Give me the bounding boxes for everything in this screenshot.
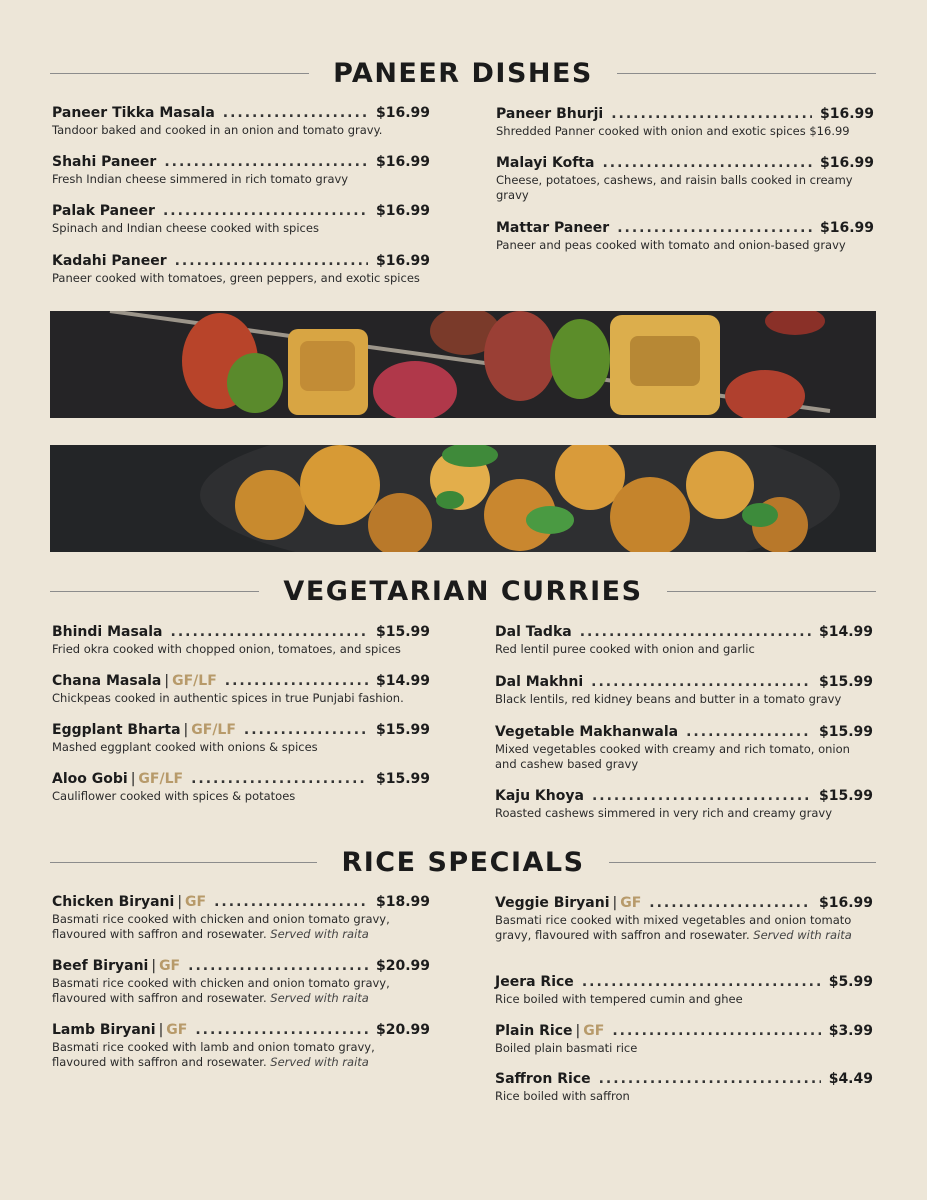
divider — [50, 862, 317, 863]
tag-separator: | — [183, 722, 189, 738]
dot-leader — [191, 770, 368, 788]
dot-leader — [163, 202, 368, 220]
dietary-tag: GF/LF — [191, 722, 236, 738]
item-name: Vegetable Makhanwala — [495, 724, 679, 740]
item-name: Aloo Gobi — [52, 771, 128, 787]
dot-leader — [195, 1021, 368, 1039]
dietary-tag: GF/LF — [138, 771, 184, 787]
dietary-tag: GF — [159, 958, 181, 974]
description-text: Fresh Indian cheese simmered in rich tomato gravy — [52, 172, 349, 186]
item-description — [496, 173, 874, 203]
item-price: $15.99 — [375, 771, 430, 787]
item-name: Kadahi Paneer — [52, 253, 167, 269]
description-text: Tandoor baked and cooked in an onion and tomato gravy. — [52, 123, 383, 137]
description-text: Chickpeas cooked in authentic spices in true Punjabi fashion. — [52, 691, 404, 705]
description-text: Rice boiled with saffron — [495, 1089, 630, 1103]
item-price: $4.49 — [828, 1071, 873, 1087]
divider — [609, 862, 876, 863]
item-name: Paneer Tikka Masala — [52, 105, 215, 121]
item-price: $18.99 — [375, 894, 430, 910]
menu-item — [495, 787, 873, 821]
menu-item — [52, 202, 430, 236]
item-name: Dal Tadka — [495, 624, 572, 640]
item-description — [495, 642, 873, 657]
item-description — [52, 642, 430, 657]
dot-leader — [223, 104, 368, 122]
menu-item — [495, 894, 873, 943]
menu-item — [495, 723, 873, 772]
served-with-note: Served with raita — [753, 928, 852, 942]
menu-item — [52, 252, 430, 286]
divider — [50, 73, 309, 74]
menu-item — [496, 154, 874, 203]
item-price: $16.99 — [375, 253, 430, 269]
item-price: $15.99 — [375, 624, 430, 640]
dot-leader — [164, 153, 368, 171]
tag-separator: | — [575, 1023, 581, 1039]
item-price: $16.99 — [819, 220, 874, 236]
description-text: Roasted cashews simmered in very rich and creamy gravy — [495, 806, 832, 820]
item-name: Jeera Rice — [495, 974, 574, 990]
item-price: $20.99 — [375, 1022, 430, 1038]
description-text: Cauliflower cooked with spices & potatoes — [52, 789, 296, 803]
divider — [667, 591, 876, 592]
tag-separator: | — [130, 771, 136, 787]
description-text: Shredded Panner cooked with onion and exotic spices $16.99 — [496, 124, 850, 138]
item-description — [52, 912, 430, 942]
section-header-rice — [50, 847, 876, 878]
item-name: Palak Paneer — [52, 203, 155, 219]
item-price: $16.99 — [818, 895, 873, 911]
dot-leader — [582, 973, 821, 991]
served-with-note: Served with raita — [270, 991, 369, 1005]
dot-leader — [580, 623, 811, 641]
tag-separator: | — [158, 1022, 164, 1038]
dietary-tag: GF — [583, 1023, 605, 1039]
item-name: Kaju Khoya — [495, 788, 584, 804]
dot-leader — [175, 252, 368, 270]
menu-item — [495, 1070, 873, 1104]
item-price: $15.99 — [375, 722, 430, 738]
item-description — [496, 238, 874, 253]
description-text: Red lentil puree cooked with onion and garlic — [495, 642, 755, 656]
dot-leader — [649, 894, 811, 912]
menu-item — [52, 893, 430, 942]
description-text: Basmati rice cooked with lamb and onion tomato gravy, flavoured with saffron and rosewater. — [52, 1040, 375, 1069]
dietary-tag: GF — [166, 1022, 188, 1038]
item-name: Lamb Biryani — [52, 1022, 156, 1038]
tag-separator: | — [177, 894, 183, 910]
dot-leader — [602, 154, 812, 172]
dot-leader — [592, 787, 811, 805]
tag-separator: | — [151, 958, 157, 974]
menu-item — [495, 623, 873, 657]
menu-item — [495, 673, 873, 707]
description-text: Fried okra cooked with chopped onion, tomatoes, and spices — [52, 642, 401, 656]
item-description — [495, 1089, 873, 1104]
item-description — [495, 992, 873, 1007]
tag-separator: | — [164, 673, 170, 689]
item-name: Dal Makhni — [495, 674, 584, 690]
paneer-tikka-image — [50, 311, 876, 418]
description-text: Rice boiled with tempered cumin and ghee — [495, 992, 743, 1006]
dot-leader — [591, 673, 811, 691]
section-title-paneer: PANEER DISHES — [333, 58, 593, 89]
dot-leader — [617, 219, 812, 237]
item-name: Malayi Kofta — [496, 155, 595, 171]
item-price: $16.99 — [819, 106, 874, 122]
item-price: $16.99 — [375, 105, 430, 121]
dietary-tag: GF/LF — [172, 673, 217, 689]
item-name: Saffron Rice — [495, 1071, 591, 1087]
section-header-vegetarian — [50, 576, 876, 607]
item-description — [52, 123, 430, 138]
menu-item — [52, 957, 430, 1006]
item-name: Chicken Biryani — [52, 894, 175, 910]
dietary-tag: GF — [185, 894, 207, 910]
dot-leader — [244, 721, 368, 739]
description-text: Cheese, potatoes, cashews, and raisin balls cooked in creamy gravy — [496, 173, 853, 202]
item-price: $15.99 — [818, 674, 873, 690]
item-name: Plain Rice — [495, 1023, 573, 1039]
item-description — [52, 1040, 430, 1070]
item-name: Chana Masala — [52, 673, 162, 689]
item-description — [495, 1041, 873, 1056]
served-with-note: Served with raita — [270, 927, 369, 941]
item-description — [52, 271, 430, 286]
menu-item — [52, 153, 430, 187]
item-description — [495, 806, 873, 821]
item-price: $16.99 — [375, 154, 430, 170]
item-description — [495, 692, 873, 707]
dot-leader — [599, 1070, 821, 1088]
item-description — [52, 221, 430, 236]
section-title-rice: RICE SPECIALS — [341, 847, 585, 878]
item-description — [52, 740, 430, 755]
item-name: Bhindi Masala — [52, 624, 163, 640]
dot-leader — [612, 1022, 820, 1040]
item-price: $15.99 — [818, 788, 873, 804]
item-description — [52, 691, 430, 706]
item-name: Mattar Paneer — [496, 220, 610, 236]
dot-leader — [214, 893, 368, 911]
description-text: Basmati rice cooked with mixed vegetables and onion tomato gravy, flavoured with saffron and rosewater. — [495, 913, 852, 942]
item-description — [52, 172, 430, 187]
item-price: $14.99 — [818, 624, 873, 640]
menu-item — [495, 973, 873, 1007]
menu-item — [52, 104, 430, 138]
description-text: Basmati rice cooked with chicken and onion tomato gravy, flavoured with saffron and rosewater. — [52, 976, 390, 1005]
dot-leader — [171, 623, 368, 641]
menu-item — [52, 672, 430, 706]
description-text: Black lentils, red kidney beans and butter in a tomato gravy — [495, 692, 842, 706]
divider — [617, 73, 876, 74]
menu-item — [496, 219, 874, 253]
item-price: $15.99 — [818, 724, 873, 740]
section-header-paneer — [50, 58, 876, 89]
section-title-vegetarian: VEGETARIAN CURRIES — [283, 576, 643, 607]
item-name: Paneer Bhurji — [496, 106, 604, 122]
dot-leader — [225, 672, 368, 690]
item-price: $14.99 — [375, 673, 430, 689]
aloo-gobi-image — [50, 445, 876, 552]
dot-leader — [188, 957, 368, 975]
description-text: Paneer cooked with tomatoes, green peppers, and exotic spices — [52, 271, 420, 285]
menu-item — [496, 105, 874, 139]
tag-separator: | — [612, 895, 618, 911]
item-price: $16.99 — [375, 203, 430, 219]
dietary-tag: GF — [620, 895, 642, 911]
description-text: Mixed vegetables cooked with creamy and rich tomato, onion and cashew based gravy — [495, 742, 850, 771]
menu-item — [495, 1022, 873, 1056]
divider — [50, 591, 259, 592]
item-name: Eggplant Bharta — [52, 722, 181, 738]
item-name: Shahi Paneer — [52, 154, 157, 170]
item-name: Beef Biryani — [52, 958, 149, 974]
dot-leader — [611, 105, 812, 123]
description-text: Spinach and Indian cheese cooked with spices — [52, 221, 319, 235]
item-name: Veggie Biryani — [495, 895, 610, 911]
description-text: Paneer and peas cooked with tomato and onion-based gravy — [496, 238, 846, 252]
item-description — [52, 789, 430, 804]
item-description — [52, 976, 430, 1006]
description-text: Mashed eggplant cooked with onions & spices — [52, 740, 318, 754]
item-price: $3.99 — [828, 1023, 873, 1039]
item-price: $5.99 — [828, 974, 873, 990]
menu-item — [52, 721, 430, 755]
item-description — [496, 124, 874, 139]
item-description — [495, 913, 873, 943]
served-with-note: Served with raita — [270, 1055, 369, 1069]
dot-leader — [686, 723, 811, 741]
item-price: $20.99 — [375, 958, 430, 974]
description-text: Boiled plain basmati rice — [495, 1041, 638, 1055]
menu-item — [52, 1021, 430, 1070]
menu-item — [52, 623, 430, 657]
description-text: Basmati rice cooked with chicken and onion tomato gravy, flavoured with saffron and rosewater. — [52, 912, 390, 941]
item-description — [495, 742, 873, 772]
item-price: $16.99 — [819, 155, 874, 171]
menu-item — [52, 770, 430, 804]
